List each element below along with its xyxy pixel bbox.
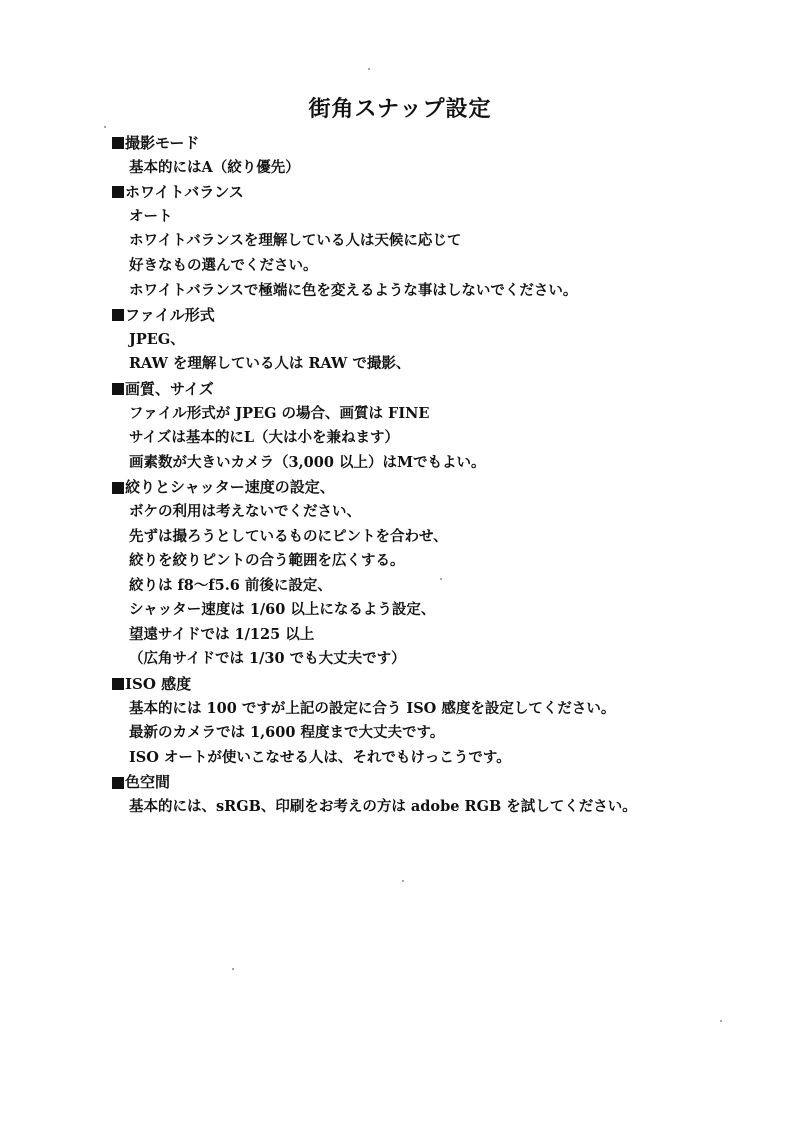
section-line: 絞りは f8〜f5.6 前後に設定、 [129,576,332,594]
section-line: 先ずは撮ろうとしているものにピントを合わせ、 [129,527,448,545]
section-line: サイズは基本的にL（大は小を兼ねます） [129,429,400,447]
section-line: 望遠サイドでは 1/125 以上 [129,625,315,643]
section-line: 好きなもの選んでください。 [129,256,318,274]
section-heading-text: 画質、サイズ [125,379,214,398]
section-heading [112,475,772,500]
section-heading-text: ホワイトバランス [125,183,244,202]
section-line: 最新のカメラでは 1,600 程度まで大丈夫です。 [129,724,445,742]
section-iso [112,672,772,770]
section-heading-text: 絞りとシャッター速度の設定、 [125,478,335,497]
section-shooting-mode [112,131,772,180]
section-line: ホワイトバランスで極端に色を変えるような事はしないでください。 [129,281,578,299]
document-title: 街角スナップ設定 [308,96,492,122]
section-heading-text: 色空間 [125,773,171,792]
section-line: ボケの利用は考えないでください、 [129,502,361,520]
section-heading-text: ISO 感度 [125,675,192,694]
section-heading-text: ファイル形式 [125,306,215,325]
section-line: ファイル形式が JPEG の場合、画質は FINE [129,404,430,422]
scan-speck [232,968,234,970]
scan-speck [104,126,106,128]
square-bullet-icon [112,482,124,494]
section-line: 絞りを絞りピントの合う範囲を広くする。 [129,552,405,570]
section-line: 画素数が大きいカメラ（3,000 以上）はMでもよい。 [129,453,486,471]
section-heading [112,303,772,328]
section-line: シャッター速度は 1/60 以上になるよう設定、 [129,601,436,619]
section-quality-size [112,377,772,475]
section-heading [112,377,772,402]
section-line: 基本的にはA（絞り優先） [129,158,300,176]
section-line: オート [129,207,173,225]
section-line: ISO オートが使いこなせる人は、それでもけっこうです。 [129,748,511,766]
section-white-balance [112,180,772,303]
section-heading-text: 撮影モード [125,134,200,152]
square-bullet-icon [112,383,124,395]
document-body [112,131,772,820]
square-bullet-icon [112,777,124,789]
section-line: JPEG、 [129,330,185,348]
square-bullet-icon [112,186,124,198]
section-color-space [112,770,772,819]
scan-speck [440,578,442,580]
section-heading [112,672,772,697]
section-heading [112,180,772,205]
square-bullet-icon [112,309,124,321]
section-aperture-shutter [112,475,772,672]
section-file-format [112,303,772,377]
section-heading [112,770,772,795]
scan-speck [368,68,370,70]
section-line: 基本的には、sRGB、印刷をお考えの方は adobe RGB を試してください。 [129,798,637,816]
square-bullet-icon [112,137,124,149]
section-line: RAW を理解している人は RAW で撮影、 [129,355,411,373]
section-line: （広角サイドでは 1/30 でも大丈夫です） [129,650,406,668]
scan-speck [720,1020,722,1022]
section-line: 基本的には 100 ですが上記の設定に合う ISO 感度を設定してください。 [129,699,616,717]
section-line: ホワイトバランスを理解している人は天候に応じて [129,232,462,250]
square-bullet-icon [112,678,124,690]
scan-speck [402,880,404,882]
section-heading [112,131,772,156]
